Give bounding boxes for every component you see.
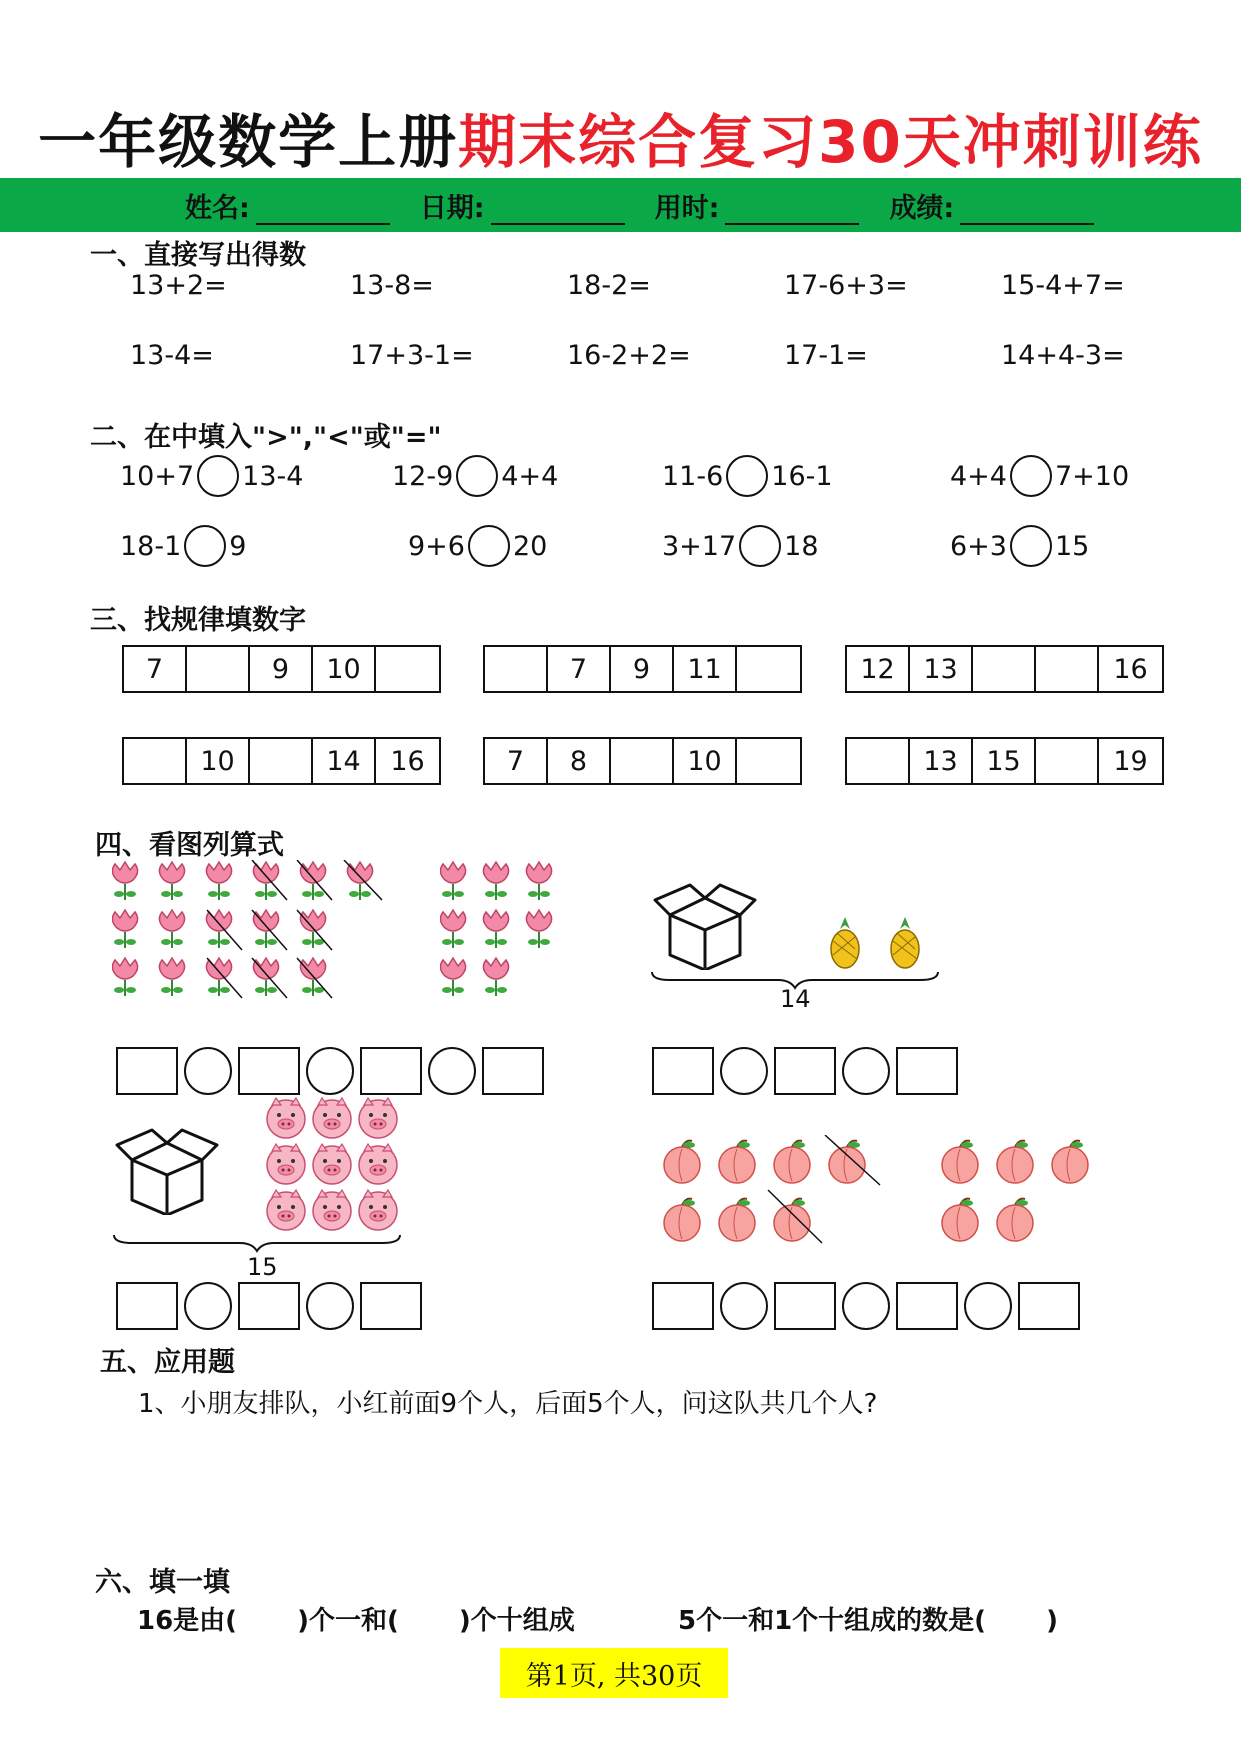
time-line[interactable] [725, 195, 859, 225]
compare-item: 18-1 9 [120, 525, 246, 567]
sequence-cell[interactable]: 7 [124, 647, 187, 691]
answer-box[interactable] [896, 1047, 958, 1095]
peach-icon [664, 1141, 865, 1183]
pig-icon [267, 1144, 397, 1184]
page-number: 第1页, 共30页 [500, 1648, 728, 1698]
answer-row [652, 1047, 958, 1095]
sequence-cell[interactable]: 9 [250, 647, 313, 691]
tulip-group-left [112, 860, 402, 1010]
sequence-cell[interactable] [250, 739, 313, 783]
sequence-cell[interactable]: 10 [313, 647, 376, 691]
date-label: 日期: [419, 193, 485, 224]
equation[interactable]: 14+4-3= [1001, 340, 1125, 371]
sequence-cell[interactable]: 10 [187, 739, 250, 783]
pineapple-icon [891, 917, 919, 968]
tulip-icon [112, 958, 325, 996]
sequence-row [483, 645, 802, 693]
brace [112, 1233, 402, 1253]
sequence-cell[interactable] [187, 647, 250, 691]
compare-item: 12-9 4+4 [392, 455, 558, 497]
tulip-icon [440, 958, 508, 996]
peach-icon [942, 1199, 1033, 1241]
peach-icon [664, 1199, 810, 1241]
answer-box[interactable] [116, 1282, 178, 1330]
sequence-cell[interactable]: 8 [548, 739, 611, 783]
answer-box[interactable] [896, 1282, 958, 1330]
answer-row [116, 1282, 422, 1330]
compare-item: 9+6 20 [408, 525, 547, 567]
sequence-cell[interactable] [611, 739, 674, 783]
sequence-cell[interactable]: 13 [910, 739, 973, 783]
score-label: 成绩: [889, 193, 955, 224]
operator-circle[interactable] [720, 1282, 768, 1330]
equation[interactable]: 17+3-1= [350, 340, 474, 371]
sequence-cell[interactable]: 7 [485, 739, 548, 783]
compare-item: 11-6 16-1 [662, 455, 833, 497]
date-line[interactable] [491, 195, 625, 225]
compare-circle[interactable] [1010, 525, 1052, 567]
word-problem: 1、小朋友排队，小红前面9个人，后面5个人，问这队共几个人? [138, 1389, 878, 1419]
name-line[interactable] [256, 195, 390, 225]
pig-icon [267, 1098, 397, 1138]
section2-heading: 二、在中填入">","<"或"=" [90, 422, 442, 453]
answer-box[interactable] [774, 1047, 836, 1095]
tulip-icon [440, 862, 551, 900]
box-icon [650, 870, 760, 970]
total-label: 14 [780, 985, 811, 1013]
sequence-cell[interactable]: 19 [1113, 745, 1148, 777]
sequence-cell[interactable]: 7 [548, 647, 611, 691]
answer-box[interactable] [238, 1282, 300, 1330]
operator-circle[interactable] [306, 1282, 354, 1330]
sequence-row [122, 645, 441, 693]
operator-circle[interactable] [842, 1047, 890, 1095]
operator-circle[interactable] [428, 1047, 476, 1095]
section4-heading: 四、看图列算式 [95, 830, 284, 861]
compare-item: 3+17 18 [662, 525, 819, 567]
answer-row [116, 1047, 544, 1095]
compare-circle[interactable] [468, 525, 510, 567]
compare-circle[interactable] [726, 455, 768, 497]
compare-circle[interactable] [739, 525, 781, 567]
section1-heading: 一、直接写出得数 [90, 240, 306, 271]
total-label: 15 [247, 1253, 278, 1281]
pig-icon [267, 1190, 397, 1230]
fill-question-2: 5个一和1个十组成的数是( ) [678, 1606, 1058, 1636]
answer-box[interactable] [360, 1282, 422, 1330]
sequence-cell[interactable] [737, 647, 800, 691]
compare-item: 6+3 15 [950, 525, 1089, 567]
sequence-cell[interactable]: 10 [674, 739, 737, 783]
answer-box[interactable] [1018, 1282, 1080, 1330]
sequence-cell[interactable] [376, 647, 439, 691]
sequence-cell[interactable]: 16 [1113, 653, 1148, 685]
sequence-row [845, 737, 1164, 785]
section3-heading: 三、找规律填数字 [90, 605, 306, 636]
peach-icon [942, 1141, 1088, 1183]
operator-circle[interactable] [964, 1282, 1012, 1330]
info-bar [0, 178, 1241, 232]
sequence-cell[interactable]: 12 [847, 647, 910, 691]
operator-circle[interactable] [720, 1047, 768, 1095]
equation[interactable]: 16-2+2= [567, 340, 691, 371]
operator-circle[interactable] [184, 1047, 232, 1095]
tulip-icon [112, 910, 325, 948]
score-line[interactable] [960, 195, 1094, 225]
answer-box[interactable] [652, 1282, 714, 1330]
sequence-cell[interactable]: 13 [910, 647, 973, 691]
name-field[interactable] [185, 186, 406, 225]
time-field[interactable] [655, 186, 876, 225]
equation[interactable]: 13-8= [350, 270, 434, 301]
sequence-cell[interactable]: 16 [390, 745, 425, 777]
answer-box[interactable] [652, 1047, 714, 1095]
answer-box[interactable] [116, 1047, 178, 1095]
title-black: 一年级数学上册 [38, 108, 459, 176]
operator-circle[interactable] [306, 1047, 354, 1095]
section6-heading: 六、填一填 [95, 1567, 230, 1598]
equation[interactable]: 18-2= [567, 270, 651, 301]
section5-heading: 五、应用题 [100, 1347, 235, 1378]
equation[interactable]: 15-4+7= [1001, 270, 1125, 301]
equation[interactable]: 17-6+3= [784, 270, 908, 301]
sequence-row [845, 645, 1164, 693]
tulip-group-right [440, 860, 580, 1010]
compare-circle[interactable] [184, 525, 226, 567]
compare-circle[interactable] [456, 455, 498, 497]
box-icon [112, 1115, 222, 1215]
answer-box[interactable] [774, 1282, 836, 1330]
sequence-cell[interactable] [847, 739, 910, 783]
sequence-row [483, 737, 802, 785]
peach-group [650, 1135, 1110, 1255]
sequence-cell[interactable] [737, 739, 800, 783]
operator-circle[interactable] [184, 1282, 232, 1330]
compare-item: 10+7 13-4 [120, 455, 303, 497]
sequence-cell[interactable]: 15 [973, 739, 1036, 783]
name-label: 姓名: [185, 193, 250, 224]
pineapple-icons [825, 915, 935, 975]
operator-circle[interactable] [842, 1282, 890, 1330]
sequence-cell[interactable]: 11 [674, 647, 737, 691]
answer-box[interactable] [482, 1047, 544, 1095]
equation[interactable]: 17-1= [784, 340, 868, 371]
date-field[interactable] [420, 186, 641, 225]
pineapple-icon [831, 917, 859, 968]
title-red: 期末综合复习30天冲刺训练 [458, 108, 1203, 176]
pig-group [262, 1095, 412, 1240]
equation[interactable]: 13+2= [130, 270, 227, 301]
compare-circle[interactable] [197, 455, 239, 497]
sequence-cell[interactable] [124, 739, 187, 783]
sequence-row [122, 737, 441, 785]
tulip-icon [440, 910, 551, 948]
page-title [0, 95, 1241, 179]
answer-box[interactable] [360, 1047, 422, 1095]
tulip-icon [112, 862, 372, 900]
sequence-cell[interactable] [973, 647, 1036, 691]
sequence-cell[interactable] [485, 647, 548, 691]
sequence-cell[interactable] [1036, 647, 1099, 691]
equation[interactable]: 13-4= [130, 340, 214, 371]
compare-circle[interactable] [1010, 455, 1052, 497]
sequence-cell[interactable]: 9 [611, 647, 674, 691]
sequence-cell[interactable] [1036, 739, 1099, 783]
time-label: 用时: [654, 193, 720, 224]
sequence-cell[interactable]: 14 [313, 739, 376, 783]
answer-box[interactable] [238, 1047, 300, 1095]
compare-item: 4+4 7+10 [950, 455, 1129, 497]
fill-question-1: 16是由( )个一和( )个十组成 [137, 1606, 575, 1636]
score-field[interactable] [889, 186, 1110, 225]
answer-row [652, 1282, 1080, 1330]
